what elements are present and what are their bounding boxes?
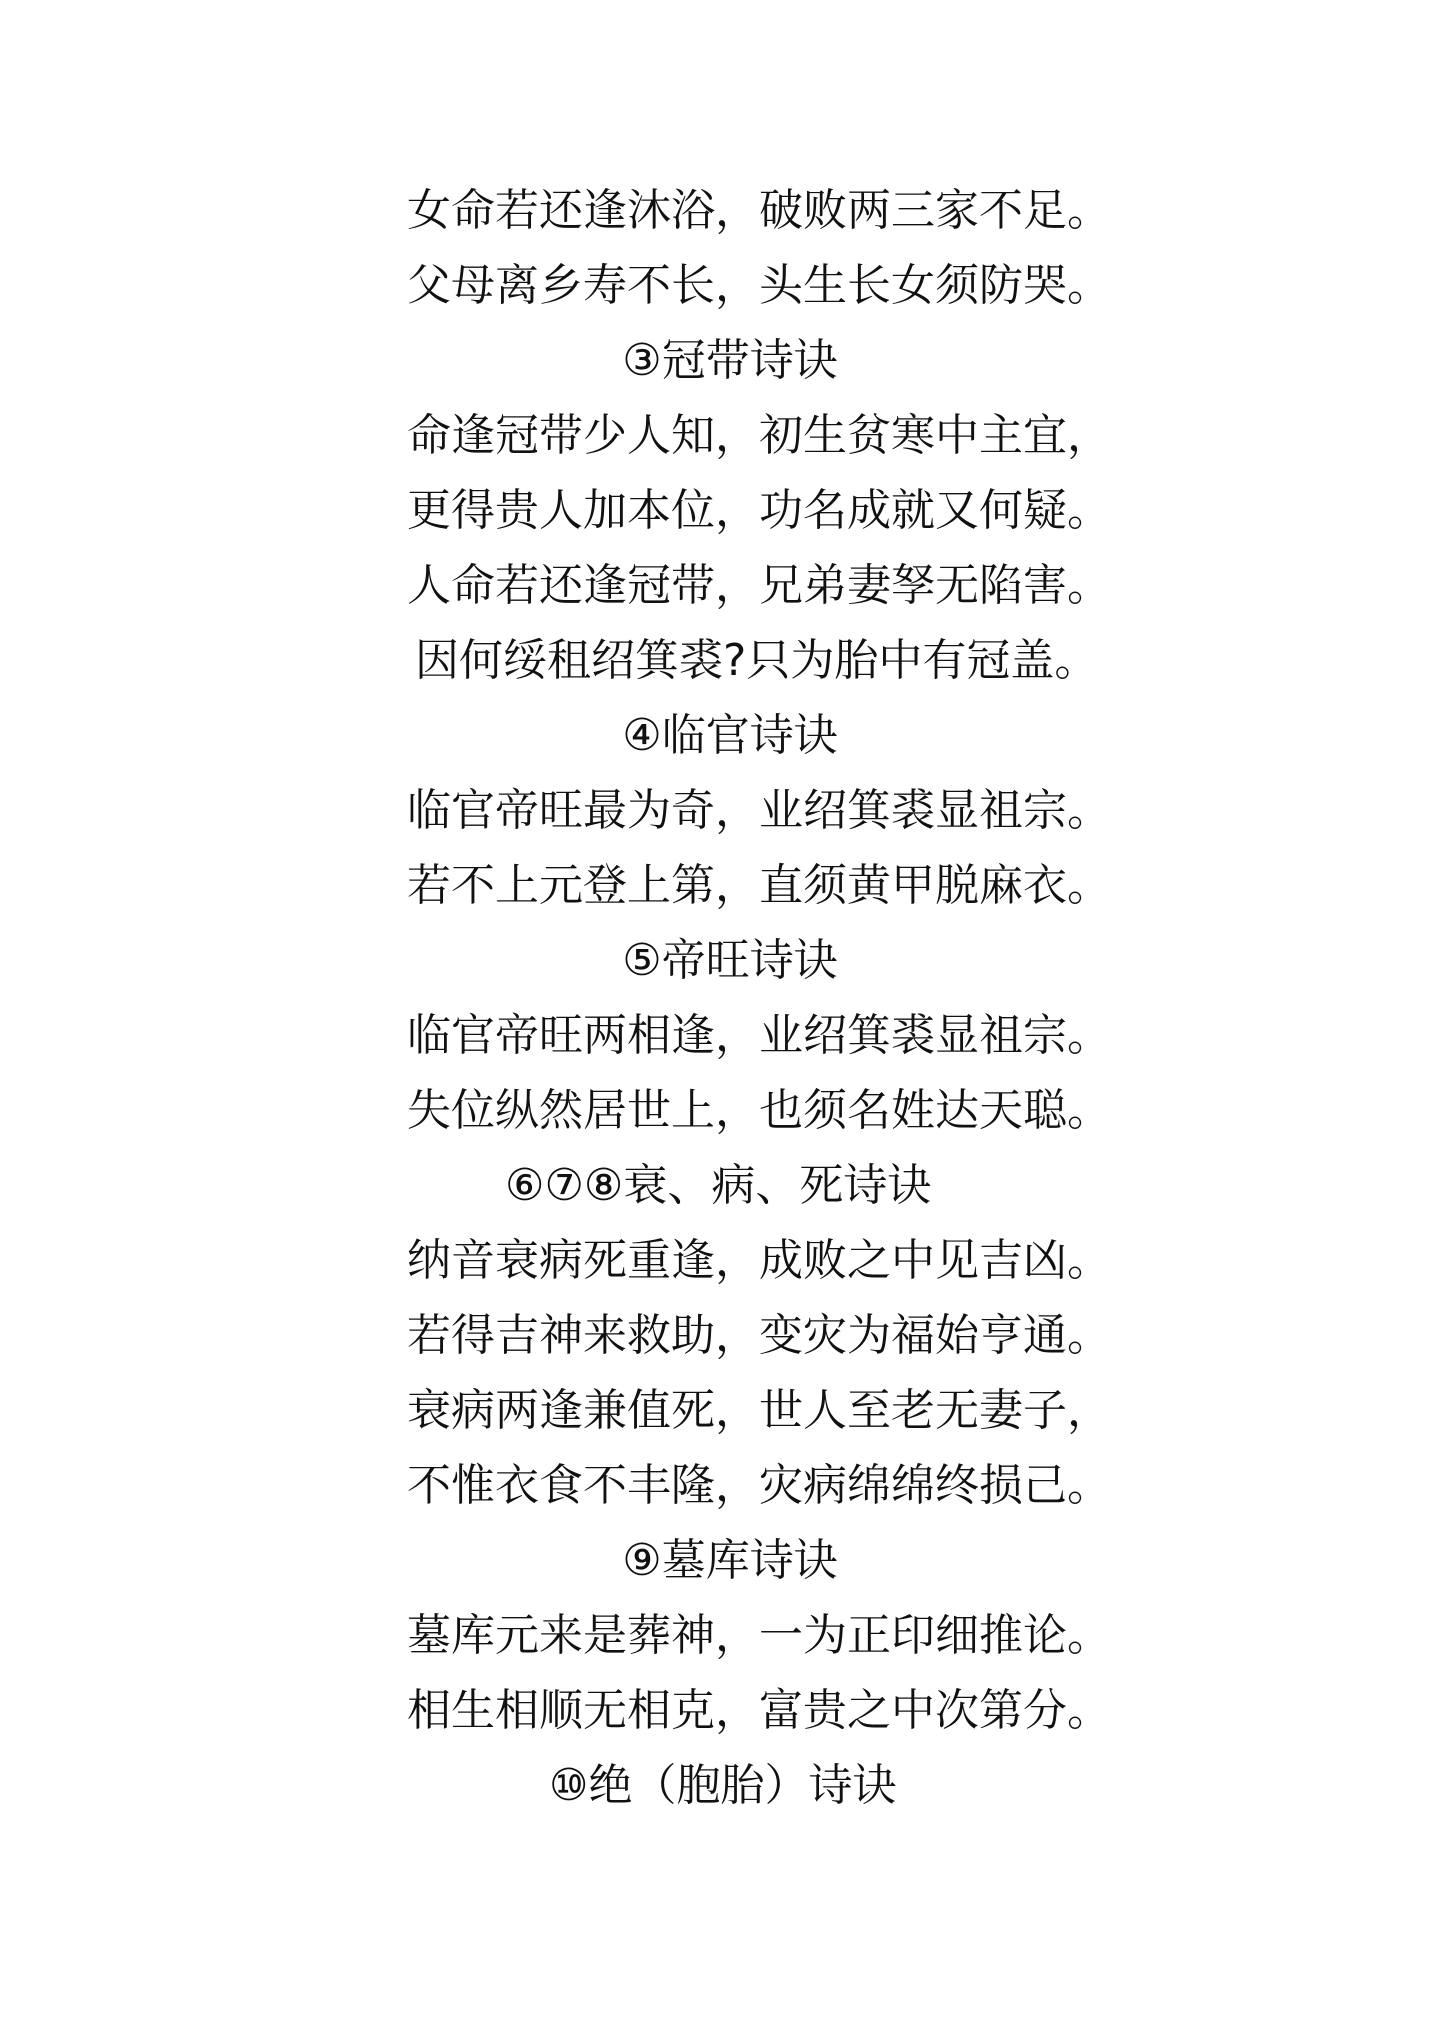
section-heading-diwang: ⑤帝旺诗诀 xyxy=(622,935,838,986)
section-heading-shuai-bing-si: ⑥⑦⑧衰、病、死诗诀 xyxy=(505,1160,932,1211)
section-heading-muku: ⑨墓库诗诀 xyxy=(622,1535,838,1586)
poem-line: 因何绥租绍箕裘?只为胎中有冠盖。 xyxy=(415,635,1099,686)
poem-line: 不惟衣食不丰隆，灾病绵绵终损己。 xyxy=(407,1460,1111,1511)
poem-line: 若不上元登上第，直须黄甲脱麻衣。 xyxy=(407,860,1111,911)
section-heading-jue: ⑩绝（胞胎）诗诀 xyxy=(549,1760,897,1811)
poem-line: 父母离乡寿不长，头生长女须防哭。 xyxy=(407,260,1111,311)
poem-line: 更得贵人加本位，功名成就又何疑。 xyxy=(407,485,1111,536)
poem-line: 命逢冠带少人知，初生贫寒中主宜， xyxy=(407,410,1111,461)
poem-line: 若得吉神来救助，变灾为福始亨通。 xyxy=(407,1310,1111,1361)
poem-line: 人命若还逢冠带，兄弟妻孥无陷害。 xyxy=(407,560,1111,611)
section-heading-guandai: ③冠带诗诀 xyxy=(622,335,838,386)
poem-line: 相生相顺无相克，富贵之中次第分。 xyxy=(407,1685,1111,1736)
poem-line: 纳音衰病死重逢，成败之中见吉凶。 xyxy=(407,1235,1111,1286)
poem-line: 临官帝旺两相逢，业绍箕裘显祖宗。 xyxy=(407,1010,1111,1061)
section-heading-linguan: ④临官诗诀 xyxy=(622,710,838,761)
poem-line: 临官帝旺最为奇，业绍箕裘显祖宗。 xyxy=(407,785,1111,836)
poem-line: 墓库元来是葬神，一为正印细推论。 xyxy=(407,1610,1111,1661)
poem-line: 失位纵然居世上，也须名姓达天聪。 xyxy=(407,1085,1111,1136)
poem-line: 衰病两逢兼值死，世人至老无妻子， xyxy=(407,1385,1111,1436)
poem-line: 女命若还逢沐浴，破败两三家不足。 xyxy=(407,185,1111,236)
